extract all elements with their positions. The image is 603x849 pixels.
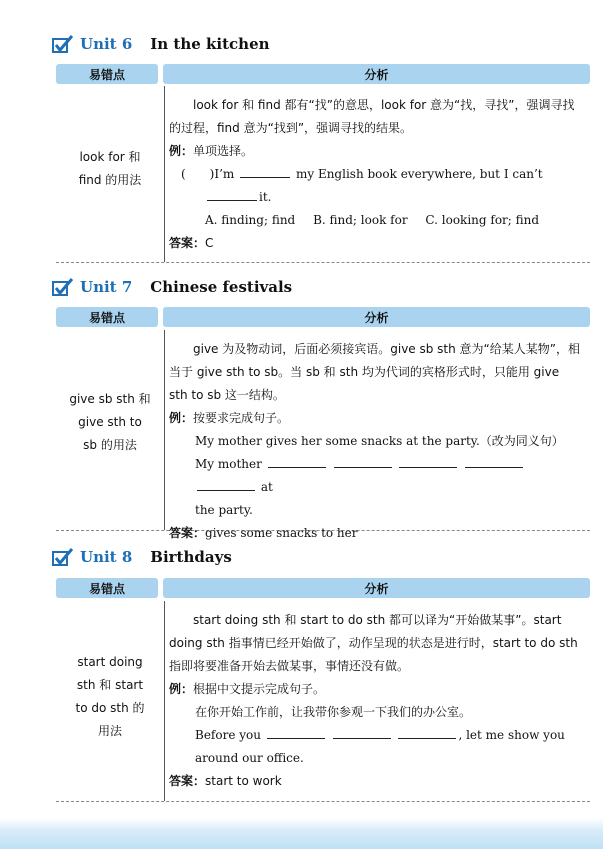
analysis-cell bbox=[169, 94, 581, 255]
answer-blank bbox=[465, 455, 523, 468]
answer-blank bbox=[197, 478, 255, 491]
error-point-line: look for 和 bbox=[79, 150, 141, 164]
error-point-line: give sb sth 和 bbox=[69, 392, 151, 406]
fill-text: , let me show you bbox=[458, 728, 565, 742]
page-bottom-decoration bbox=[0, 818, 603, 849]
fill-line-2: the party. bbox=[195, 503, 253, 517]
analysis-cell bbox=[169, 338, 581, 545]
example-task: 根据中文提示完成句子。 bbox=[193, 682, 326, 696]
answer-line bbox=[169, 522, 581, 545]
fill-text: at bbox=[260, 480, 273, 494]
analysis-paragraph: start doing sth 和 start to do sth 都可以译为“开始做某事”。start doing sth 指事情已经开始做了，动作呈现的状态是进行时，start to do sth 指即将要准备开始去做某事，事情还没有做。 bbox=[169, 613, 578, 673]
answer-value: C bbox=[205, 236, 214, 250]
column-header-analysis: 分析 bbox=[163, 64, 590, 84]
unit-8-heading bbox=[52, 545, 232, 569]
example-line bbox=[169, 678, 581, 701]
answer-label: 答案： bbox=[169, 774, 206, 788]
unit-8-table-body bbox=[56, 601, 590, 802]
unit-title: In the kitchen bbox=[150, 35, 270, 53]
question-text: my English book everywhere, but I can’t bbox=[295, 167, 543, 181]
error-point-line: 用法 bbox=[97, 724, 122, 738]
fill-line bbox=[169, 453, 581, 499]
option-c: C. looking for; find bbox=[425, 213, 540, 227]
table-header bbox=[56, 307, 590, 327]
error-point-line: to do sth 的 bbox=[75, 701, 145, 715]
example-label: 例： bbox=[169, 411, 194, 425]
error-point-cell bbox=[56, 146, 164, 192]
checkbox-tick-icon bbox=[52, 34, 74, 54]
answer-blank bbox=[399, 455, 457, 468]
answer-blank bbox=[240, 165, 290, 178]
error-point-line: sth 和 start bbox=[76, 678, 144, 692]
checkbox-tick-icon bbox=[52, 277, 74, 297]
example-task: 单项选择。 bbox=[193, 144, 254, 158]
column-header-analysis: 分析 bbox=[163, 578, 590, 598]
question-line-2 bbox=[169, 186, 581, 209]
answer-blank bbox=[334, 455, 392, 468]
unit-number: Unit 6 bbox=[80, 35, 133, 53]
option-a: A. finding; find bbox=[205, 213, 296, 227]
answer-line bbox=[169, 770, 581, 793]
table-header bbox=[56, 578, 590, 598]
table-header bbox=[56, 64, 590, 84]
question-text: ( )I’m bbox=[181, 167, 235, 181]
answer-blank bbox=[267, 726, 325, 739]
options-line bbox=[169, 209, 581, 232]
example-label: 例： bbox=[169, 682, 194, 696]
answer-label: 答案： bbox=[169, 526, 206, 540]
error-point-line: give sth to bbox=[78, 415, 142, 429]
column-header-error-point: 易错点 bbox=[56, 578, 158, 598]
fill-line bbox=[169, 724, 581, 747]
example-label: 例： bbox=[169, 144, 194, 158]
fill-line-2: around our office. bbox=[195, 751, 304, 765]
answer-blank bbox=[398, 726, 456, 739]
unit-title: Birthdays bbox=[150, 548, 232, 566]
option-b: B. find; look for bbox=[313, 213, 408, 227]
question-line bbox=[169, 163, 581, 186]
unit-number: Unit 7 bbox=[80, 278, 133, 296]
answer-line bbox=[169, 232, 581, 255]
question-text: it. bbox=[259, 190, 272, 204]
column-header-error-point: 易错点 bbox=[56, 64, 158, 84]
error-point-cell bbox=[56, 651, 164, 743]
answer-value: gives some snacks to her bbox=[205, 526, 358, 540]
unit-number: Unit 8 bbox=[80, 548, 133, 566]
fill-text: Before you bbox=[195, 728, 261, 742]
error-point-line: sb 的用法 bbox=[83, 438, 137, 452]
column-header-analysis: 分析 bbox=[163, 307, 590, 327]
checkbox-tick-icon bbox=[52, 547, 74, 567]
analysis-paragraph: give 为及物动词，后面必须接宾语。give sb sth 意为“给某人某物”，相当于 give sth to sb。当 sb 和 sth 均为代词的宾格形式时，只能用 give sth to sb 这一结构。 bbox=[169, 342, 580, 402]
unit-6-heading bbox=[52, 32, 270, 56]
error-point-cell bbox=[56, 388, 164, 457]
unit-title: Chinese festivals bbox=[150, 278, 293, 296]
answer-value: start to work bbox=[205, 774, 282, 788]
example-sentence: My mother gives her some snacks at the party.（改为同义句） bbox=[195, 434, 564, 448]
answer-blank bbox=[207, 188, 257, 201]
fill-text: My mother bbox=[195, 457, 262, 471]
analysis-paragraph: look for 和 find 都有“找”的意思，look for 意为“找，寻找”，强调寻找的过程，find 意为“找到”，强调寻找的结果。 bbox=[169, 98, 575, 135]
example-task: 按要求完成句子。 bbox=[193, 411, 290, 425]
example-line bbox=[169, 140, 581, 163]
answer-blank bbox=[268, 455, 326, 468]
unit-7-table-body bbox=[56, 330, 590, 540]
column-header-error-point: 易错点 bbox=[56, 307, 158, 327]
error-point-line: find 的用法 bbox=[78, 173, 142, 187]
answer-blank bbox=[333, 726, 391, 739]
error-point-line: start doing bbox=[77, 655, 143, 669]
analysis-cell bbox=[169, 609, 581, 793]
unit-7-heading bbox=[52, 275, 292, 299]
unit-6-table-body bbox=[56, 86, 590, 263]
answer-label: 答案： bbox=[169, 236, 206, 250]
chinese-sentence: 在你开始工作前，让我带你参观一下我们的办公室。 bbox=[195, 705, 472, 719]
example-line bbox=[169, 407, 581, 430]
